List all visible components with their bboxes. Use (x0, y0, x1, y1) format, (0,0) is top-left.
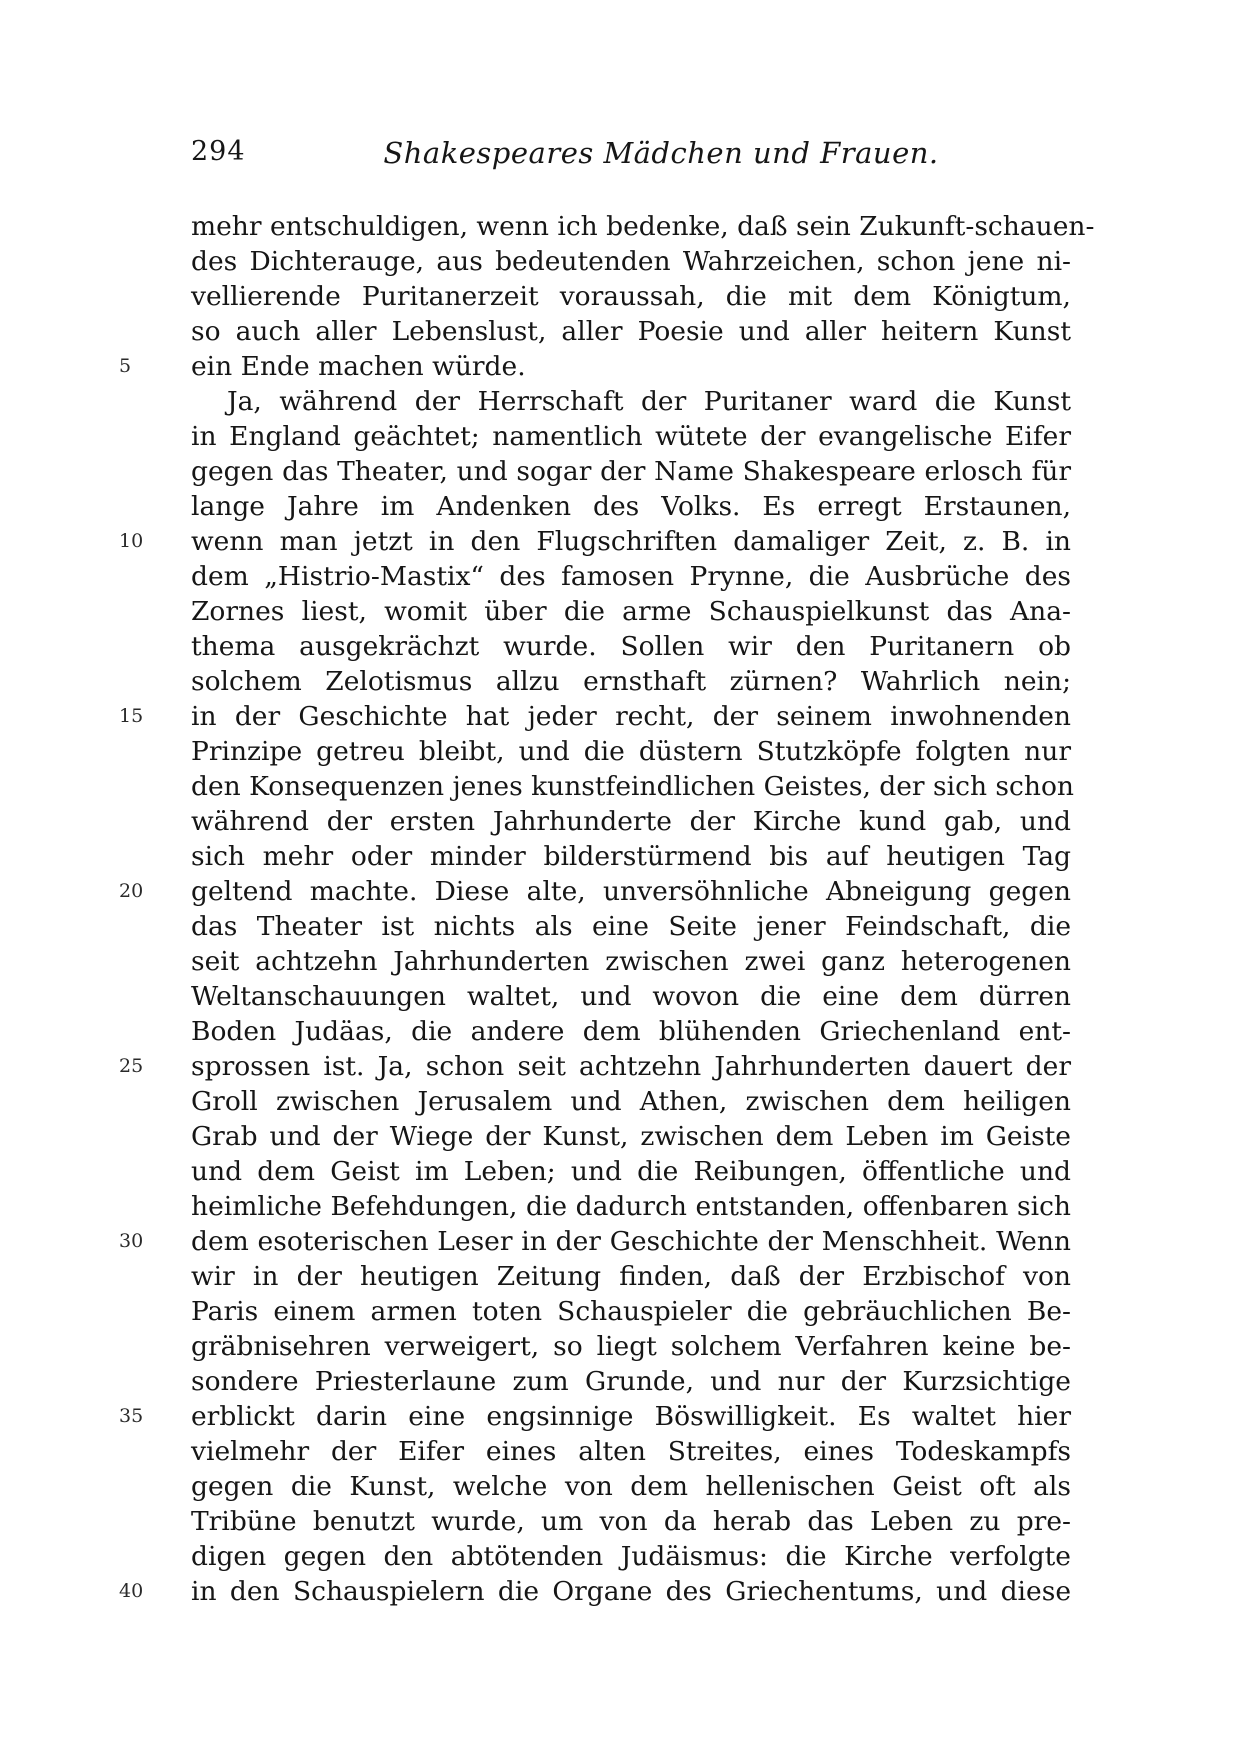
text-line (191, 1259, 1071, 1294)
text-line (191, 839, 1071, 874)
text-line (119, 1574, 1071, 1609)
text-line (191, 489, 1071, 524)
page-header (191, 136, 1071, 182)
line-number: 40 (119, 1580, 144, 1602)
line-text: gegen das Theater, und sogar der Name Shakespeare erlosch für (191, 456, 1071, 487)
line-text: Grab und der Wiege der Kunst, zwischen dem Leben im Geiste (191, 1121, 1071, 1152)
text-line (119, 874, 1071, 909)
line-text: in den Schauspielern die Organe des Griechentums, und diese (191, 1576, 1071, 1607)
line-text: das Theater ist nichts als eine Seite jener Feindschaft, die (191, 911, 1071, 942)
text-line (191, 664, 1071, 699)
body-text (119, 209, 1095, 1609)
line-text: gräbnisehren verweigert, so liegt solchem Verfahren keine be- (191, 1331, 1071, 1362)
line-text: lange Jahre im Andenken des Volks. Es erregt Erstaunen, (191, 491, 1071, 522)
text-line (191, 1539, 1071, 1574)
text-line (191, 1434, 1071, 1469)
text-line (119, 699, 1071, 734)
line-text: vielmehr der Eifer eines alten Streites, eines Todeskampfs (191, 1436, 1071, 1467)
line-text: digen gegen den abtötenden Judäismus: die Kirche verfolgte (191, 1541, 1071, 1572)
running-head: Shakespeares Mädchen und Frauen. (383, 136, 939, 170)
text-line (191, 594, 1071, 629)
text-line (119, 524, 1071, 559)
line-text: sich mehr oder minder bilderstürmend bis auf heutigen Tag (191, 841, 1071, 872)
line-number: 30 (119, 1230, 144, 1252)
line-text: Boden Judäas, die andere dem blühenden Griechenland ent- (191, 1016, 1071, 1047)
line-text: sondere Priesterlaune zum Grunde, und nur der Kurzsichtige (191, 1366, 1071, 1397)
text-line (191, 279, 1071, 314)
text-line (191, 1469, 1071, 1504)
text-line (191, 419, 1071, 454)
text-line (191, 384, 1071, 419)
text-line (191, 734, 1071, 769)
line-number: 35 (119, 1405, 144, 1427)
line-text: den Konsequenzen jenes kunstfeindlichen Geistes, der sich schon (191, 771, 1074, 802)
line-text: in der Geschichte hat jeder recht, der seinem inwohnenden (191, 701, 1071, 732)
text-line (191, 909, 1071, 944)
line-text: Groll zwischen Jerusalem und Athen, zwischen dem heiligen (191, 1086, 1071, 1117)
text-line (119, 1224, 1071, 1259)
text-line (191, 1504, 1071, 1539)
line-text: solchem Zelotismus allzu ernsthaft zürnen? Wahrlich nein; (191, 666, 1071, 697)
line-text: Prinzipe getreu bleibt, und die düstern Stutzköpfe folgten nur (191, 736, 1071, 767)
text-line (191, 629, 1071, 664)
line-text: während der ersten Jahrhunderte der Kirche kund gab, und (191, 806, 1071, 837)
text-line (191, 244, 1071, 279)
text-line (191, 559, 1071, 594)
line-text: Ja, während der Herrschaft der Puritaner ward die Kunst (227, 386, 1071, 417)
text-line (191, 1364, 1071, 1399)
line-text: des Dichterauge, aus bedeutenden Wahrzeichen, schon jene ni- (191, 246, 1071, 277)
line-text: dem „Histrio-Mastix“ des famosen Prynne, die Ausbrüche des (191, 561, 1071, 592)
text-line (119, 1049, 1071, 1084)
line-text: heimliche Befehdungen, die dadurch entstanden, offenbaren sich (191, 1191, 1071, 1222)
text-line (191, 1329, 1071, 1364)
line-number: 5 (119, 355, 132, 377)
line-number: 25 (119, 1055, 144, 1077)
text-line (191, 1119, 1071, 1154)
line-text: thema ausgekrächzt wurde. Sollen wir den Puritanern ob (191, 631, 1071, 662)
text-line (191, 1154, 1071, 1189)
text-line (191, 944, 1071, 979)
line-number: 20 (119, 880, 144, 902)
line-text: Zornes liest, womit über die arme Schauspielkunst das Ana- (191, 596, 1071, 627)
text-line (191, 454, 1071, 489)
line-text: vellierende Puritanerzeit voraussah, die mit dem Königtum, (191, 281, 1071, 312)
line-text: geltend machte. Diese alte, unversöhnliche Abneigung gegen (191, 876, 1071, 907)
page-number: 294 (191, 136, 246, 167)
line-text: Weltanschauungen waltet, und wovon die eine dem dürren (191, 981, 1071, 1012)
line-number: 10 (119, 530, 144, 552)
line-text: und dem Geist im Leben; und die Reibungen, öffentliche und (191, 1156, 1071, 1187)
line-text: Tribüne benutzt wurde, um von da herab das Leben zu pre- (191, 1506, 1071, 1537)
text-line (119, 1399, 1071, 1434)
text-line (191, 979, 1071, 1014)
line-text: seit achtzehn Jahrhunderten zwischen zwei ganz heterogenen (191, 946, 1071, 977)
line-text: mehr entschuldigen, wenn ich bedenke, daß sein Zukunft-schauen- (191, 211, 1095, 242)
line-text: ein Ende machen würde. (191, 351, 526, 382)
line-number: 15 (119, 705, 144, 727)
text-line (191, 804, 1071, 839)
line-text: in England geächtet; namentlich wütete der evangelische Eifer (191, 421, 1071, 452)
text-line (119, 349, 1071, 384)
line-text: Paris einem armen toten Schauspieler die gebräuchlichen Be- (191, 1296, 1071, 1327)
line-text: erblickt darin eine engsinnige Böswilligkeit. Es waltet hier (191, 1401, 1071, 1432)
text-line (191, 769, 1074, 804)
line-text: so auch aller Lebenslust, aller Poesie und aller heitern Kunst (191, 316, 1071, 347)
text-line (191, 1189, 1071, 1224)
text-line (191, 1084, 1071, 1119)
text-line (191, 314, 1071, 349)
text-line (191, 209, 1095, 244)
text-line (191, 1014, 1071, 1049)
text-line (191, 1294, 1071, 1329)
line-text: wenn man jetzt in den Flugschriften damaliger Zeit, z. B. in (191, 526, 1071, 557)
line-text: gegen die Kunst, welche von dem hellenischen Geist oft als (191, 1471, 1071, 1502)
line-text: sprossen ist. Ja, schon seit achtzehn Jahrhunderten dauert der (191, 1051, 1071, 1082)
line-text: dem esoterischen Leser in der Geschichte der Menschheit. Wenn (191, 1226, 1071, 1257)
line-text: wir in der heutigen Zeitung finden, daß der Erzbischof von (191, 1261, 1071, 1292)
